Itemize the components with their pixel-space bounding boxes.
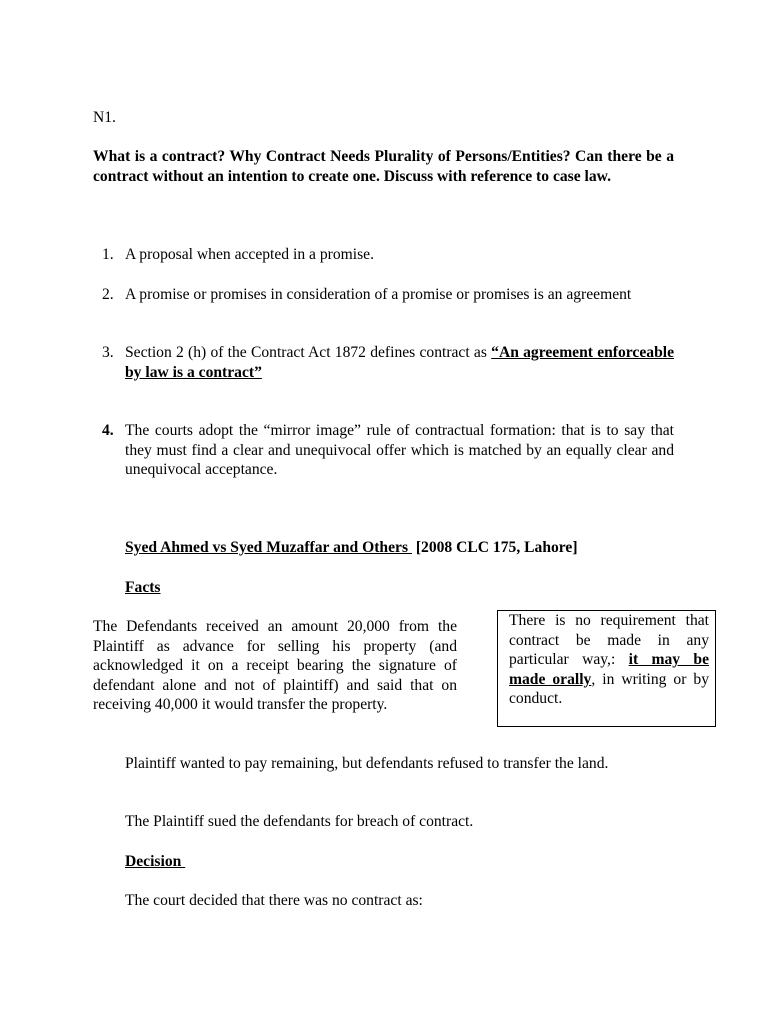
paragraph-decision: The court decided that there was no contract as: bbox=[125, 892, 423, 909]
sidebox bbox=[497, 610, 716, 727]
paragraph-plaintiff-wanted: Plaintiff wanted to pay remaining, but defendants refused to transfer the land. bbox=[125, 755, 609, 772]
list-item-1: A proposal when accepted in a promise. bbox=[125, 246, 374, 263]
sidebox-text bbox=[509, 611, 709, 709]
facts-text: The Defendants received an amount 20,000 from the Plaintiff as advance for selling his property (and acknowledged it on a receipt bearing the signature of defendant alone and not of plaintiff) and said that on receiving 40,000 it would transfer the property. bbox=[93, 618, 457, 714]
list-item-3 bbox=[125, 343, 674, 382]
case-name: Syed Ahmed vs Syed Muzaffar and Others bbox=[125, 539, 412, 556]
list-number-4: 4. bbox=[102, 422, 114, 439]
list-number-1: 1. bbox=[102, 246, 114, 263]
sidebox-text-post: , in writing or by conduct. bbox=[509, 670, 709, 708]
heading-n1: N1. bbox=[93, 109, 116, 126]
case-citation: [2008 CLC 175, Lahore] bbox=[415, 539, 578, 556]
list-item-4: The courts adopt the “mirror image” rule of contractual formation: that is to say that they must find a clear and unequivocal offer which is matched by an equally clear and unequivocal acceptance. bbox=[125, 422, 674, 479]
sidebox-text-pre: There is no requirement that contract be made in any particular way,: bbox=[509, 612, 709, 669]
list-number-3: 3. bbox=[102, 344, 114, 361]
list-number-2: 2. bbox=[102, 286, 114, 303]
list-item-2: A promise or promises in consideration of a promise or promises is an agreement bbox=[125, 286, 632, 303]
sidebox-emphasis: it may be made orally bbox=[509, 651, 709, 688]
question: What is a contract? Why Contract Needs Plurality of Persons/Entities? Can there be a contract without an intention to create one. Discuss with reference to case law. bbox=[93, 148, 674, 185]
facts-heading: Facts bbox=[125, 579, 161, 596]
list-item-3-text: Section 2 (h) of the Contract Act 1872 defines contract as bbox=[125, 344, 492, 361]
case-title bbox=[125, 538, 578, 558]
contract-definition: “An agreement enforceable by law is a contract” bbox=[125, 344, 674, 381]
paragraph-plaintiff-sued: The Plaintiff sued the defendants for breach of contract. bbox=[125, 813, 474, 830]
decision-heading: Decision bbox=[125, 853, 186, 870]
